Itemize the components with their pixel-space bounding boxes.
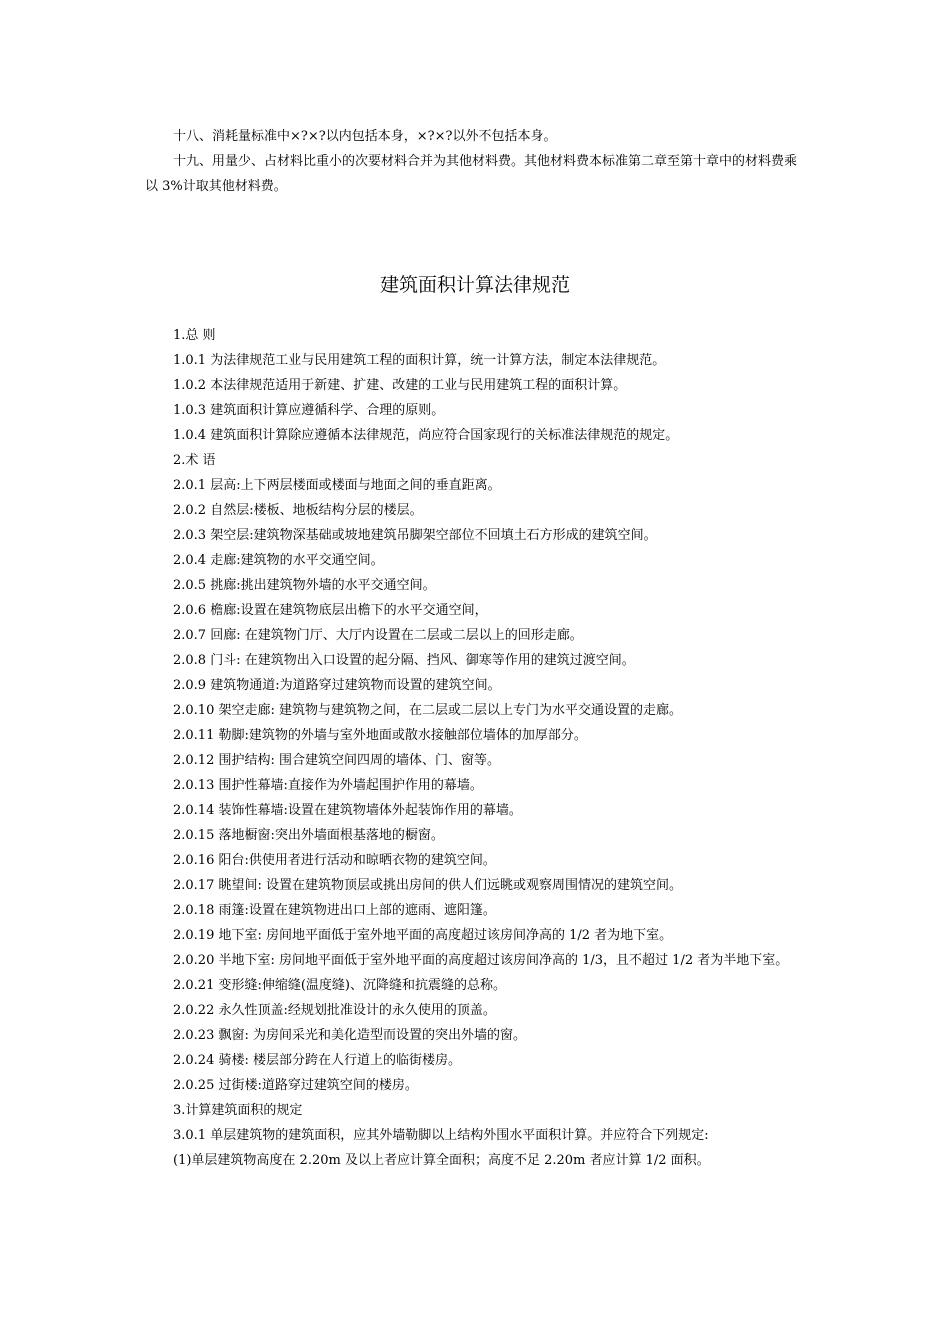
intro-section: [145, 124, 805, 199]
body-line: 2.0.3 架空层:建筑物深基础或坡地建筑吊脚架空部位不回填土石方形成的建筑空间。: [173, 528, 657, 543]
body-line: 2.0.12 围护结构: 围合建筑空间四周的墙体、门、窗等。: [173, 753, 500, 768]
body-line: 2.0.11 勒脚:建筑物的外墙与室外地面或散水接触部位墙体的加厚部分。: [173, 728, 587, 743]
body-line: 2.0.16 阳台:供使用者进行活动和晾晒衣物的建筑空间。: [173, 853, 496, 868]
body-line: 2.0.15 落地橱窗:突出外墙面根基落地的橱窗。: [173, 828, 444, 843]
intro-paragraph-19: 十九、用量少、占材料比重小的次要材料合并为其他材料费。其他材料费本标准第二章至第十章中的材料费乘以 3%计取其他材料费。: [145, 154, 798, 194]
document-title: 建筑面积计算法律规范: [379, 274, 570, 296]
body-line: 2.0.10 架空走廊: 建筑物与建筑物之间，在二层或二层以上专门为水平交通设置的走廊。: [173, 703, 682, 718]
body-line: 2.0.8 门斗: 在建筑物出入口设置的起分隔、挡风、御寒等作用的建筑过渡空间。: [173, 653, 635, 668]
body-line: 2.0.6 檐廊:设置在建筑物底层出檐下的水平交通空间，: [173, 603, 488, 618]
body-line: 1.0.2 本法律规范适用于新建、扩建、改建的工业与民用建筑工程的面积计算。: [173, 378, 627, 393]
body-line: 2.0.9 建筑物通道:为道路穿过建筑物而设置的建筑空间。: [173, 678, 501, 693]
body-line: 1.总 则: [173, 328, 216, 343]
body-line: 2.术 语: [173, 453, 216, 468]
body-line: 3.0.1 单层建筑物的建筑面积，应其外墙勒脚以上结构外围水平面积计算。并应符合下列规定:: [173, 1128, 709, 1143]
body-line: 2.0.23 飘窗: 为房间采光和美化造型而设置的突出外墙的窗。: [173, 1028, 526, 1043]
body-line: 2.0.17 眺望间: 设置在建筑物顶层或挑出房间的供人们远眺或观察周围情况的建筑空间。: [173, 878, 682, 893]
body-line: 3.计算建筑面积的规定: [173, 1103, 303, 1118]
body-line: 2.0.22 永久性顶盖:经规划批准设计的永久使用的顶盖。: [173, 1003, 496, 1018]
intro-paragraph-18: 十八、消耗量标准中×?×?以内包括本身，×?×?以外不包括本身。: [173, 129, 557, 144]
body-line: 2.0.13 围护性幕墙:直接作为外墙起围护作用的幕墙。: [173, 778, 483, 793]
body-line: 1.0.4 建筑面积计算除应遵循本法律规范，尚应符合国家现行的关标准法律规范的规定。: [173, 428, 679, 443]
body-line: 2.0.20 半地下室: 房间地平面低于室外地平面的高度超过该房间净高的 1/3，且不超过 1/2 者为半地下室。: [173, 953, 789, 968]
body-line: 2.0.4 走廊:建筑物的水平交通空间。: [173, 553, 384, 568]
body-line: 2.0.18 雨篷:设置在建筑物进出口上部的遮雨、遮阳篷。: [173, 903, 496, 918]
body-line: 2.0.25 过街楼:道路穿过建筑空间的楼房。: [173, 1078, 418, 1093]
body-line: 1.0.3 建筑面积计算应遵循科学、合理的原则。: [173, 403, 445, 418]
body-line: 2.0.2 自然层:楼板、地板结构分层的楼层。: [173, 503, 423, 518]
body-line: 2.0.19 地下室: 房间地平面低于室外地平面的高度超过该房间净高的 1/2 者为地下室。: [173, 928, 673, 943]
body-line: 2.0.1 层高:上下两层楼面或楼面与地面之间的垂直距离。: [173, 478, 501, 493]
body-line: 2.0.5 挑廊:挑出建筑物外墙的水平交通空间。: [173, 578, 436, 593]
body-line: 2.0.21 变形缝:伸缩缝(温度缝)、沉降缝和抗震缝的总称。: [173, 978, 507, 993]
body-line: 2.0.24 骑楼: 楼层部分跨在人行道上的临街楼房。: [173, 1053, 461, 1068]
body-line: (1)单层建筑物高度在 2.20m 及以上者应计算全面积；高度不足 2.20m 者应计算 1/2 面积。: [173, 1153, 710, 1168]
body-line: 2.0.14 装饰性幕墙:设置在建筑物墙体外起装饰作用的幕墙。: [173, 803, 522, 818]
body-section: [145, 323, 805, 1173]
body-line: 1.0.1 为法律规范工业与民用建筑工程的面积计算，统一计算方法，制定本法律规范。: [173, 353, 666, 368]
body-line: 2.0.7 回廊: 在建筑物门厅、大厅内设置在二层或二层以上的回形走廊。: [173, 628, 583, 643]
